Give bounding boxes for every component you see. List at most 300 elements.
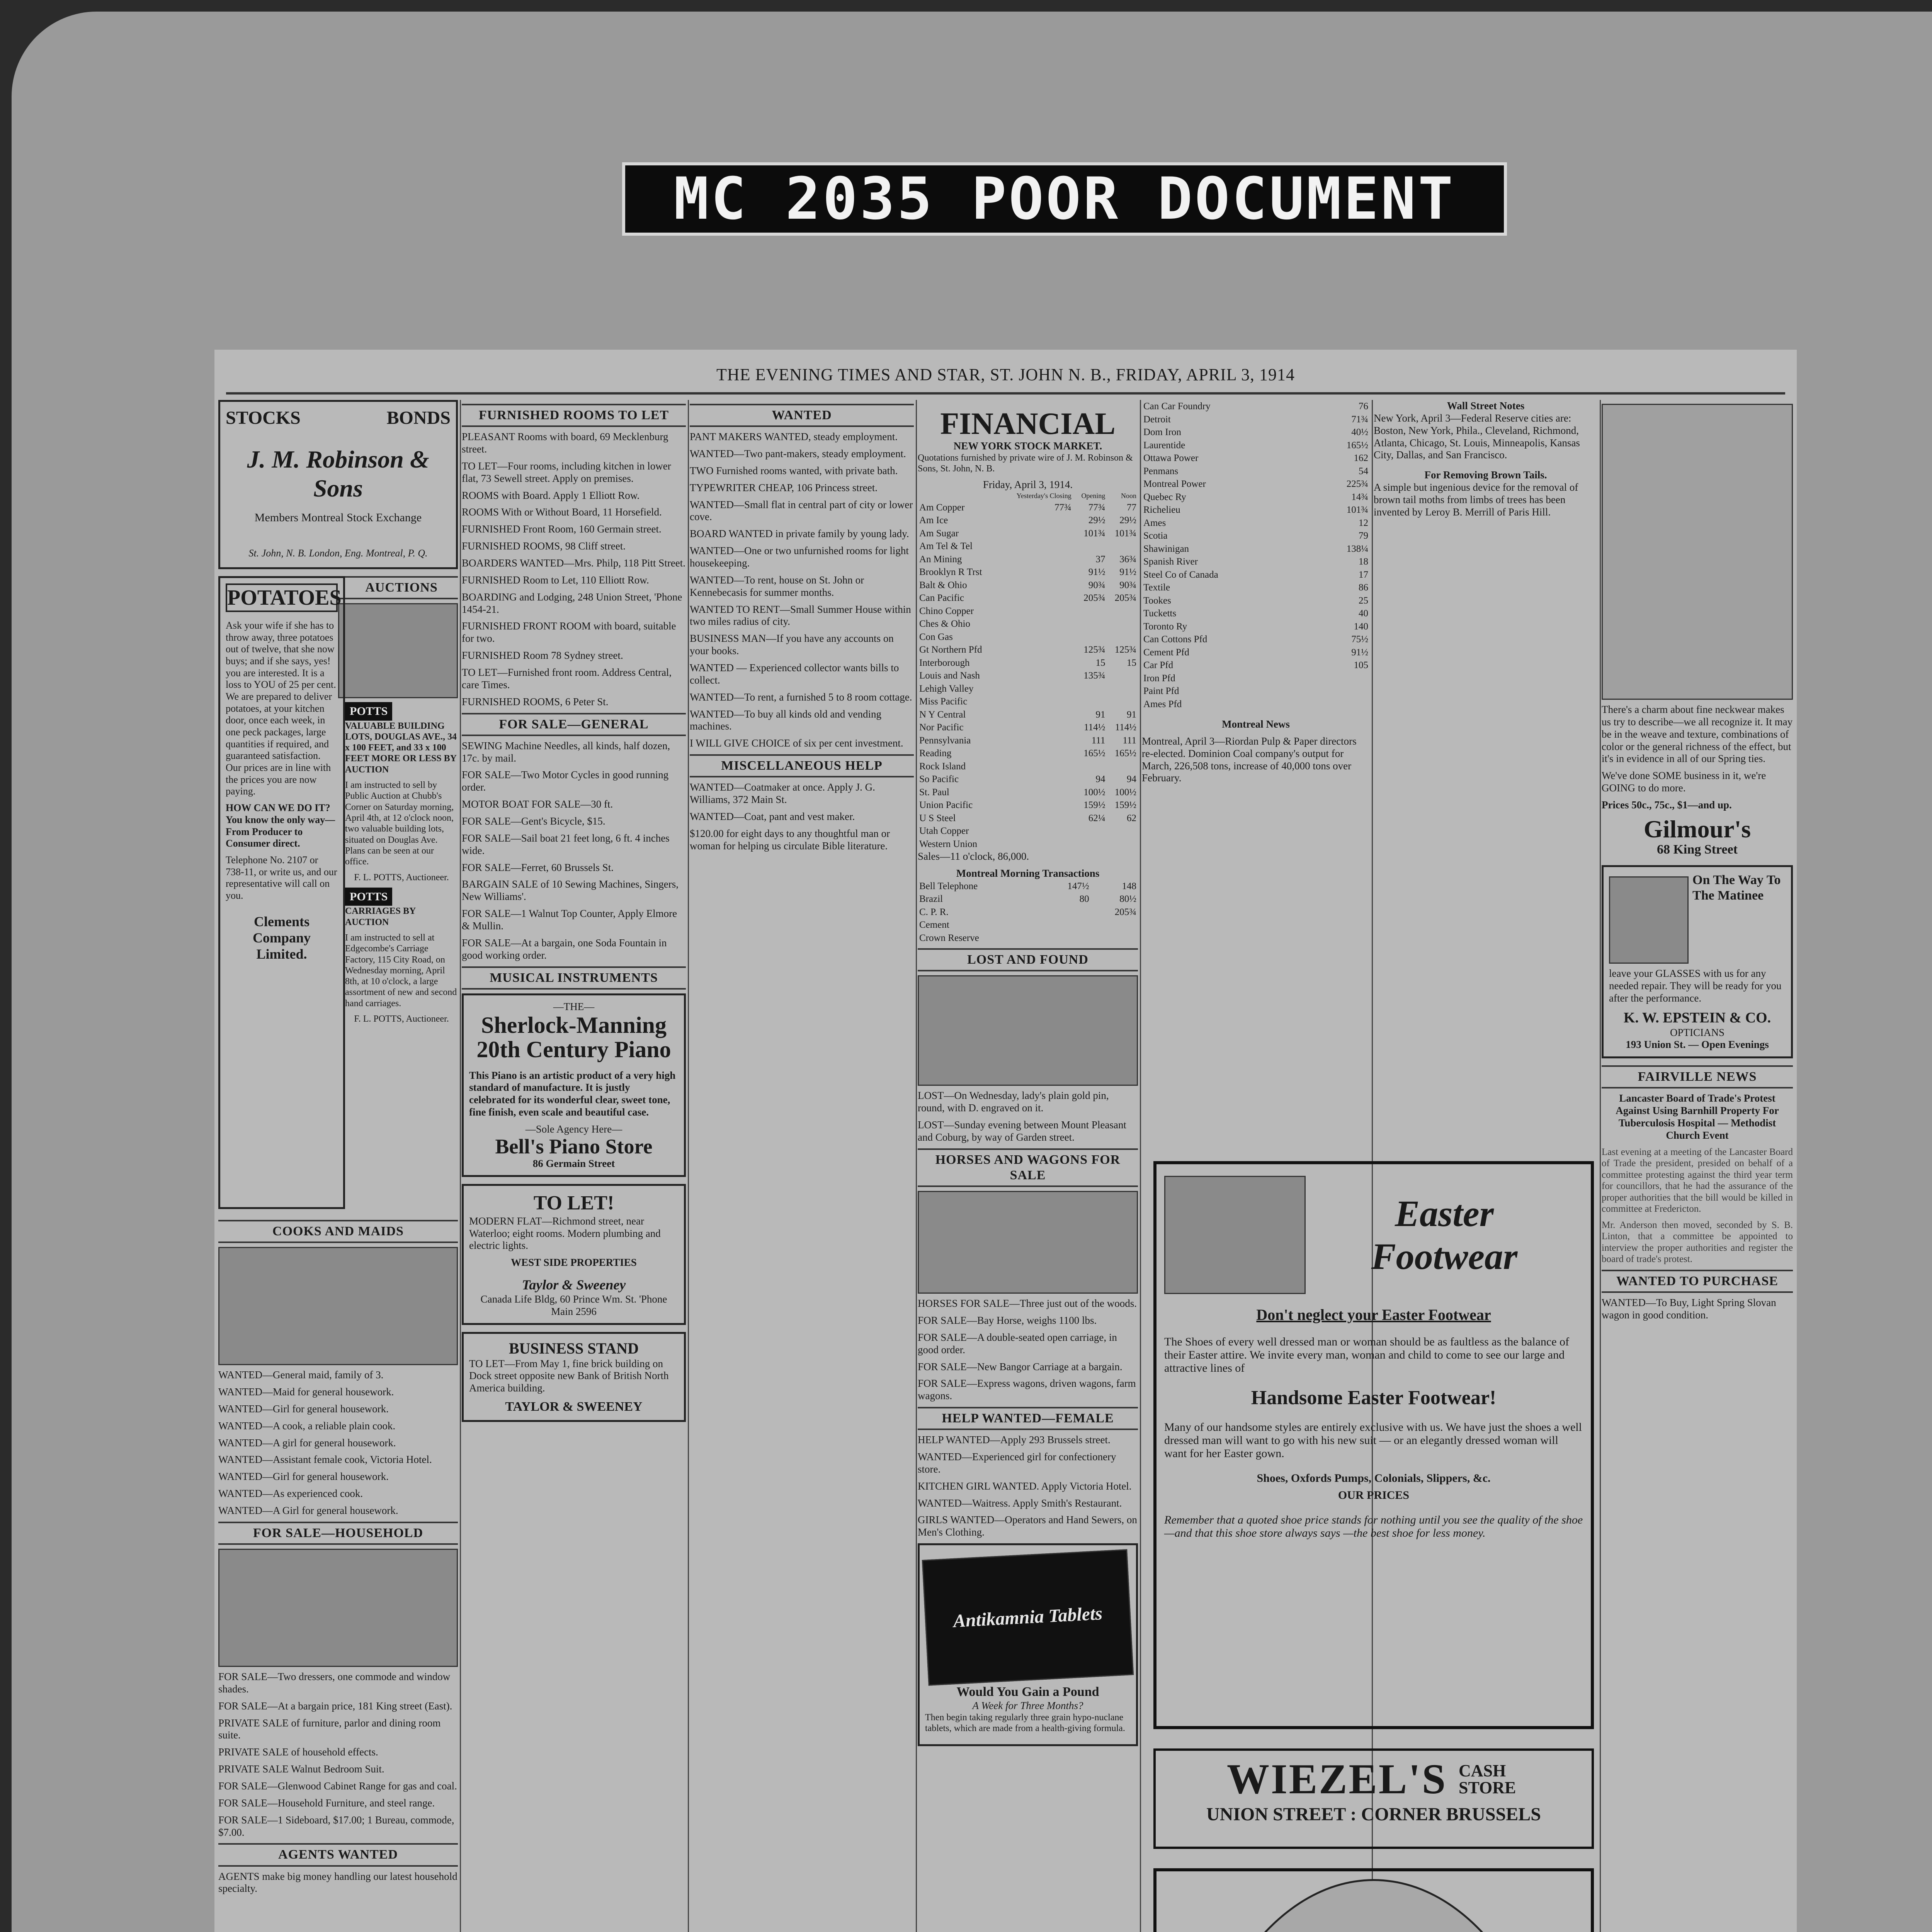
stock-value (1043, 906, 1090, 919)
stock-value: 125¾ (1083, 645, 1105, 655)
stock-value: 140 (1354, 621, 1368, 632)
stock-value: 205¾ (1114, 593, 1136, 604)
stock-row (918, 786, 1138, 799)
classified-ad: FOR SALE—At a bargain, one Soda Fountain in good working order. (462, 937, 667, 961)
antikamnia-question: Would You Gain a Pound (956, 1685, 1099, 1699)
purchase-heading: WANTED TO PURCHASE (1602, 1270, 1793, 1293)
classified-ad: WANTED—To rent, a furnished 5 to 8 room cottage. (690, 691, 912, 703)
stock-value (1305, 659, 1311, 672)
potatoes-body: Ask your wife if she has to throw away, three potatoes out of twelve, that she now buys; and if she says, yes! you are interested. It is a loss to YOU of 25 per cent. We are prepared to deliver potatoes, at your kitchen door, once each week, in one peck packages, large quantities if required, and guaranteed satisfaction. Our prices are in line with the prices you are now paying. (226, 620, 336, 797)
stock-row (918, 838, 1138, 851)
stock-value: 62¼ (1088, 813, 1105, 823)
stock-value (1305, 607, 1311, 620)
stock-row (918, 773, 1138, 786)
stock-value (1318, 698, 1370, 711)
stock-name: Cement (919, 920, 949, 930)
stock-row (1142, 413, 1370, 426)
household-illustration (218, 1549, 458, 1667)
stock-name: Ches & Ohio (919, 619, 970, 629)
stock-value (1311, 426, 1318, 439)
gilmour-name: Gilmour's (1643, 815, 1751, 843)
col-opening: Opening (1081, 492, 1105, 500)
stock-row (1142, 465, 1370, 478)
household-list (218, 1671, 458, 1838)
stock-name: Utah Copper (919, 826, 969, 837)
stock-value (1311, 400, 1318, 413)
stock-value (1091, 918, 1138, 932)
stock-name: Ames (1143, 517, 1166, 528)
classified-ad: WANTED—Waitress. Apply Smith's Restaurant. (918, 1497, 1122, 1509)
easter-footwear-ad (1153, 1161, 1594, 1729)
wiezel-cash: CASH STORE (1459, 1761, 1516, 1797)
bonds-label: BONDS (386, 408, 451, 428)
robinson-ad (218, 400, 458, 569)
classified-ad: FOR SALE—Express wagons, driven wagons, farm wagons. (918, 1378, 1136, 1402)
cooks-illustration (218, 1247, 458, 1365)
stock-value (1000, 721, 1073, 734)
stock-value: 36¾ (1119, 554, 1136, 565)
stock-name: Can Car Foundry (1143, 401, 1211, 412)
gilmour-addr: 68 King Street (1656, 842, 1738, 857)
stock-row (1142, 568, 1370, 582)
misc-list (690, 781, 914, 852)
tolet-firm: Taylor & Sweeney (522, 1277, 626, 1293)
stock-value (1311, 529, 1318, 543)
auction2-by: F. L. POTTS, Auctioneer. (354, 1014, 449, 1024)
stock-value (1073, 605, 1107, 618)
classified-ad: PLEASANT Rooms with board, 69 Mecklenburg street. (462, 431, 668, 455)
stock-name: Am Ice (919, 515, 948, 526)
stock-value (1037, 918, 1043, 932)
stock-value: 71¾ (1351, 414, 1368, 425)
stock-name: N Y Central (919, 709, 966, 720)
fairville-lead: Lancaster Board of Trade's Protest Against Using Barnhill Property For Tuberculosis Hospital — Methodist Church Event (1616, 1092, 1779, 1141)
female-heading: HELP WANTED—FEMALE (918, 1407, 1138, 1430)
classified-ad: WANTED—Two pant-makers, steady employment. (690, 447, 906, 459)
stock-name: Iron Pfd (1143, 673, 1175, 684)
stock-name: Am Sugar (919, 528, 959, 539)
stock-name: Paint Pfd (1143, 686, 1179, 696)
classified-ad: FOR SALE—At a bargain price, 181 King street (East). (218, 1700, 452, 1712)
stock-value (1311, 465, 1318, 478)
classified-ad: I WILL GIVE CHOICE of six per cent investment. (690, 737, 903, 749)
column-7 (1602, 400, 1793, 1932)
stock-value (1000, 617, 1073, 631)
classified-ad: PRIVATE SALE of household effects. (218, 1746, 378, 1758)
gilmour-prices: Prices 50c., 75c., $1—and up. (1602, 799, 1732, 811)
stock-value (1073, 825, 1107, 838)
stock-name: Shawinigan (1143, 543, 1189, 554)
stock-value (1000, 825, 1073, 838)
stock-value (1305, 543, 1311, 556)
stock-row (918, 893, 1138, 906)
stock-value (1305, 581, 1311, 594)
stock-value (1107, 695, 1138, 708)
stock-row (918, 695, 1138, 708)
stock-value (1000, 669, 1073, 682)
stock-value: 148 (1122, 881, 1136, 891)
classified-ad: WANTED TO RENT—Small Summer House within two miles radius of city. (690, 603, 911, 628)
stock-name: So Pacific (919, 774, 959, 785)
classified-ad: WANTED—Maid for general housework. (218, 1386, 394, 1398)
horses-illustration (918, 1191, 1138, 1294)
stock-value (1318, 685, 1370, 698)
classified-ad: FURNISHED Front Room, 160 Germain street. (462, 523, 662, 535)
stock-value (1000, 553, 1073, 566)
stock-value: 205¾ (1083, 593, 1105, 604)
classified-ad: KITCHEN GIRL WANTED. Apply Victoria Hotel. (918, 1480, 1132, 1492)
col-closing: Yesterday's Closing (1016, 492, 1071, 500)
classified-ad: WANTED—A girl for general housework. (218, 1437, 396, 1449)
easter-tag: Don't neglect your Easter Footwear (1256, 1306, 1491, 1323)
stock-row (1142, 659, 1370, 672)
easter-body-2: Many of our handsome styles are entirely exclusive with us. We have just the shoes a well dressed man will want to go with his new suit — or an elegantly dressed woman will want for her Easter gown. (1164, 1421, 1582, 1460)
classified-ad: FOR SALE—Ferret, 60 Brussels St. (462, 861, 614, 873)
stock-value (1311, 555, 1318, 568)
stock-value (1311, 581, 1318, 594)
classified-ad: FOR SALE—Gent's Bicycle, $15. (462, 815, 605, 827)
potatoes-company: Clements Company Limited. (252, 913, 311, 962)
classified-ad: FOR SALE—1 Sideboard, $17.00; 1 Bureau, commode, $7.00. (218, 1814, 454, 1838)
stock-name: Richelieu (1143, 505, 1180, 515)
stock-value (1311, 503, 1318, 517)
stock-name: Tookes (1143, 595, 1171, 606)
potatoes-question: HOW CAN WE DO IT? You know the only way— From Producer to Consumer direct. (226, 802, 335, 849)
stock-value: 76 (1359, 401, 1368, 412)
epstein-name: K. W. EPSTEIN & CO. (1623, 1009, 1771, 1026)
stock-value (1000, 514, 1073, 527)
classified-ad: WANTED—Assistant female cook, Victoria Hotel. (218, 1454, 432, 1466)
financial-sub: NEW YORK STOCK MARKET. (953, 440, 1102, 452)
stock-name: Spanish River (1143, 556, 1198, 567)
stock-value: 165½ (1114, 748, 1136, 759)
stock-row (1142, 517, 1370, 530)
furnished-heading: FURNISHED ROOMS TO LET (462, 404, 686, 427)
montreal-stock-table (1142, 400, 1370, 711)
stock-value: 159½ (1114, 800, 1136, 811)
stock-row (918, 540, 1138, 553)
classified-ad: HORSES FOR SALE—Three just out of the woods. (918, 1298, 1137, 1310)
stock-value (1311, 594, 1318, 607)
brown-tails-body: A simple but ingenious device for the removal of brown tail moths from limbs of trees has been invented by Leroy B. Merrill of Paris Hill. (1374, 481, 1578, 518)
horse-list (918, 1298, 1138, 1402)
stock-row (1142, 646, 1370, 659)
stock-value (1107, 760, 1138, 773)
stock-row (1142, 633, 1370, 646)
stock-value (1000, 579, 1073, 592)
wall-street-text: New York, April 3—Federal Reserve cities are: Boston, New York, Phila., Cleveland, Richmond, Atlanta, Chicago, St. Louis, Minneapolis, Kansas City, Dallas, and San Francisco. (1374, 412, 1580, 461)
stock-name: Balt & Ohio (919, 580, 967, 590)
easter-body: The Shoes of every well dressed man or woman should be as faultless as the balance of their Easter attire. We invite every man, woman and child to come to see our large and attractive lines of (1164, 1335, 1570, 1374)
epstein-addr: 193 Union St. — Open Evenings (1626, 1039, 1769, 1051)
stock-name: Union Pacific (919, 800, 973, 811)
gentleman-illustration (1602, 404, 1793, 700)
stock-row (918, 734, 1138, 747)
potts-logo: POTTS (345, 702, 392, 720)
stock-name: Cement Pfd (1143, 647, 1189, 658)
stock-row (918, 825, 1138, 838)
stock-value (1305, 698, 1311, 711)
stock-value (1311, 659, 1318, 672)
easter-handsome: Handsome Easter Footwear! (1251, 1387, 1497, 1409)
lost-illustration (918, 975, 1138, 1086)
stock-value (1311, 543, 1318, 556)
stock-value (1000, 838, 1073, 851)
piano-body: This Piano is an artistic product of a very high standard of manufacture. It is justly celebrated for its wonderful clear, sweet tone, fine finish, even scale and beautiful case. (469, 1069, 676, 1118)
stock-row (1142, 503, 1370, 517)
stock-value (1305, 478, 1311, 491)
tolet-ad (462, 1184, 686, 1325)
stock-value (1107, 682, 1138, 696)
stock-value (1311, 633, 1318, 646)
classified-ad: WANTED—One or two unfurnished rooms for light housekeeping. (690, 545, 909, 569)
stock-value (1311, 478, 1318, 491)
classified-ad: BOARD WANTED in private family by young lady. (690, 528, 909, 540)
stock-value: 37 (1095, 554, 1105, 565)
sale-list (462, 740, 686, 962)
stock-name: Toronto Ry (1143, 621, 1187, 632)
stock-name: Rock Island (919, 761, 966, 772)
stock-value (1311, 685, 1318, 698)
stock-name: Am Tel & Tel (919, 541, 973, 552)
stock-name: Can Pacific (919, 593, 964, 604)
easter-title-2: Footwear (1371, 1236, 1518, 1277)
stock-name: Ottawa Power (1143, 453, 1199, 463)
stock-value: 91½ (1088, 567, 1105, 578)
stock-value: 101¾ (1083, 528, 1105, 539)
masthead: THE EVENING TIMES AND STAR, ST. JOHN N. B., FRIDAY, APRIL 3, 1914 (226, 357, 1785, 395)
stock-value: 165½ (1346, 440, 1368, 451)
stock-row (918, 906, 1138, 919)
piano-ad (462, 993, 686, 1177)
stock-name: Pennsylvania (919, 735, 971, 746)
classified-ad: PRIVATE SALE of furniture, parlor and dining room suite. (218, 1717, 441, 1741)
column-6 (1374, 400, 1598, 1092)
stock-name: Car Pfd (1143, 660, 1173, 670)
classified-ad: GIRLS WANTED—Operators and Hand Sewers, on Men's Clothing. (918, 1514, 1137, 1538)
stock-value (1037, 932, 1043, 945)
classified-ad: BUSINESS MAN—If you have any accounts on your books. (690, 633, 894, 657)
stock-row (1142, 581, 1370, 594)
gilmour-body-2: We've done SOME business in it, we're GOING to do more. (1602, 770, 1766, 794)
stock-value (1000, 540, 1073, 553)
stock-value (1311, 646, 1318, 659)
stock-value (1311, 620, 1318, 633)
brown-tails-head: For Removing Brown Tails. (1424, 469, 1547, 481)
stock-row (918, 747, 1138, 760)
wolthausen-ad (1153, 1868, 1594, 1932)
stock-row (1142, 452, 1370, 465)
stock-value (1000, 799, 1073, 812)
stock-value: 162 (1354, 453, 1368, 463)
stock-value: 15 (1127, 657, 1136, 668)
stock-row (918, 579, 1138, 592)
stock-value: 91 (1095, 709, 1105, 720)
stock-row (918, 605, 1138, 618)
stock-value (1073, 617, 1107, 631)
female-list (918, 1434, 1138, 1539)
classified-ad: TO LET—Furnished front room. Address Central, care Times. (462, 667, 672, 690)
stock-value: 147½ (1067, 881, 1089, 891)
stock-value (1091, 932, 1138, 945)
stock-name: Laurentide (1143, 440, 1185, 451)
stock-name: An Mining (919, 554, 962, 565)
fairville-body: Last evening at a meeting of the Lancaster Board of Trade the president, presided on behalf of a committee protesting against the third year term for councillors, that he had the assurance of the proper authorities that the bill would be killed in committee at Fredericton. (1602, 1146, 1793, 1214)
stock-row (918, 760, 1138, 773)
stock-value: 135¾ (1083, 670, 1105, 681)
classified-ad: HELP WANTED—Apply 293 Brussels street. (918, 1434, 1111, 1446)
stock-value (1305, 594, 1311, 607)
classified-ad: WANTED — Experienced collector wants bills to collect. (690, 662, 899, 686)
robinson-firm: J. M. Robinson & Sons (247, 445, 429, 502)
stock-name: Brazil (919, 894, 943, 905)
stock-value (1000, 734, 1073, 747)
stock-value (1305, 517, 1311, 530)
financial-heading: FINANCIAL (940, 407, 1116, 441)
stock-value (1037, 880, 1043, 893)
stock-name: Chino Copper (919, 605, 974, 616)
stock-value (1107, 631, 1138, 644)
stock-row (918, 656, 1138, 670)
stock-name: Nor Pacific (919, 722, 964, 733)
classified-ad: FOR SALE—A double-seated open carriage, in good order. (918, 1331, 1117, 1355)
auctions-heading: AUCTIONS (338, 576, 458, 599)
classified-ad: FOR SALE—Two Motor Cycles in good running order. (462, 769, 669, 793)
easter-prices: Remember that a quoted shoe price stands for nothing until you see the quality of the shoe—and that this shoe store always says —the best shoe for less money. (1164, 1514, 1583, 1539)
epstein-head: On The Way To The Matinee (1692, 873, 1781, 903)
classified-ad: SEWING Machine Needles, all kinds, half dozen, 17c. by mail. (462, 740, 670, 764)
classified-ad: WANTED—A Girl for general housework. (218, 1504, 398, 1516)
stock-value (1107, 540, 1138, 553)
stock-value (1311, 517, 1318, 530)
auction1-by: F. L. POTTS, Auctioneer. (354, 872, 449, 883)
classified-ad: PANT MAKERS WANTED, steady employment. (690, 431, 898, 443)
stock-name: Bell Telephone (919, 881, 978, 891)
stock-value: 114½ (1115, 722, 1136, 733)
stock-value (1000, 695, 1073, 708)
stock-name: Scotia (1143, 531, 1168, 541)
stock-value (1311, 491, 1318, 504)
stock-name: Tucketts (1143, 608, 1177, 619)
stock-value (1073, 838, 1107, 851)
stock-value: 138¼ (1346, 543, 1368, 554)
stock-name: Brooklyn R Trst (919, 567, 982, 578)
stock-value (1107, 669, 1138, 682)
potts-logo-2: POTTS (345, 888, 392, 906)
stock-value (1107, 605, 1138, 618)
stock-row (1142, 400, 1370, 413)
classified-ad: FOR SALE—1 Walnut Top Counter, Apply Elmore & Mullin. (462, 908, 677, 932)
stock-value: 40 (1359, 608, 1368, 619)
stock-row (918, 799, 1138, 812)
classified-ad: WANTED—To rent, house on St. John or Kennebecasis for summer months. (690, 574, 864, 598)
classified-ad: FOR SALE—New Bangor Carriage at a bargain. (918, 1361, 1122, 1372)
stock-name: Ames Pfd (1143, 699, 1182, 709)
classified-ad: ROOMS With or Without Board, 11 Horsefield. (462, 506, 662, 518)
financial-sales: Sales—11 o'clock, 86,000. (918, 850, 1029, 862)
robinson-cities: St. John, N. B. London, Eng. Montreal, P. Q. (248, 548, 428, 559)
stock-name: Interborough (919, 657, 970, 668)
gilmour-body: There's a charm about fine neckwear makes us try to describe—we all recognize it. It may be in the weave and texture, combinations of color or the general richness of the effect, but it's in evidence in all of our Spring ties. (1602, 704, 1793, 765)
agents-heading: AGENTS WANTED (218, 1843, 458, 1866)
stock-row (918, 631, 1138, 644)
stock-value: 105 (1354, 660, 1368, 670)
stock-name: Detroit (1143, 414, 1171, 425)
classified-ad: MOTOR BOAT FOR SALE—30 ft. (462, 798, 613, 810)
classified-ad: WANTED—Girl for general housework. (218, 1403, 389, 1415)
stock-value: 25 (1359, 595, 1368, 606)
stock-value: 125¾ (1114, 645, 1136, 655)
stock-value (1000, 812, 1073, 825)
classified-ad: $120.00 for eight days to any thoughtful man or woman for helping us circulate Bible literature. (690, 827, 890, 852)
stock-value: 12 (1359, 517, 1368, 528)
musical-heading: MUSICAL INSTRUMENTS (462, 966, 686, 990)
classified-ad: FURNISHED Room 78 Sydney street. (462, 650, 623, 662)
stock-name: Quebec Ry (1143, 492, 1186, 502)
stock-row (1142, 555, 1370, 568)
stock-name: Reading (919, 748, 952, 759)
stock-value: 80½ (1119, 894, 1136, 905)
stock-row (918, 501, 1138, 514)
stock-name: Dom Iron (1143, 427, 1181, 437)
stock-value (1000, 773, 1073, 786)
stock-value (1000, 786, 1073, 799)
stock-value: 15 (1095, 657, 1105, 668)
stock-value (1311, 452, 1318, 465)
column-5: Can Car Foundry 76 Detroit 71¾ Dom Iron 40½ Laurentide 165½ Ottawa Power 162 Penmans 54 Montreal Power 225¾ Quebec Ry 14¾ Richelieu 101¾ Ames 12 Scotia 79 Shawinigan 138¼ Spanish River 18 Steel Co of Canada 17 Textile 86 Tookes 25 Tucketts 40 Toronto Ry 140 Can Cottons Pfd 75½ Cement Pfd 91½ Car Pfd 105 Iron Pfd Paint Pfd Ames Pfd Montreal News Montreal, April 3—Riordan Pulp & Paper directors re-elected. Dominion Coal company's output for March, 226,508 tons, increase of 40,000 tons over February. (1142, 400, 1370, 1092)
stock-name: Am Copper (919, 502, 965, 513)
stock-row (918, 721, 1138, 734)
classified-ad: BARGAIN SALE of 10 Sewing Machines, Singers, New Williams'. (462, 878, 679, 903)
auction-illustration (338, 603, 458, 698)
classified-ad: FOR SALE—Two dressers, one commode and window shades. (218, 1670, 451, 1695)
stock-value: 40½ (1351, 427, 1368, 437)
stock-row (918, 880, 1138, 893)
stock-row (918, 932, 1138, 945)
piano-agency: —Sole Agency Here— (525, 1123, 622, 1135)
stock-value: 90¾ (1088, 580, 1105, 590)
cooks-heading: COOKS AND MAIDS (218, 1220, 458, 1243)
antikamnia-question-2: A Week for Three Months? (972, 1700, 1083, 1712)
stock-value (1305, 555, 1311, 568)
stock-value (1318, 672, 1370, 685)
montreal-news: Montreal, April 3—Riordan Pulp & Paper directors re-elected. Dominion Coal company's output for March, 226,508 tons, increase of 40,000 tons over February. (1142, 735, 1357, 784)
stock-value: 77¾ (1054, 502, 1071, 513)
stock-row (918, 514, 1138, 527)
epstein-body: leave your GLASSES with us for any needed repair. They will be ready for you after the performance. (1609, 968, 1782, 1004)
stock-value (1305, 400, 1311, 413)
business-stand-firm: TAYLOR & SWEENEY (505, 1400, 643, 1414)
stock-name: Crown Reserve (919, 932, 979, 943)
stock-name: Miss Pacific (919, 696, 968, 707)
stock-row (1142, 698, 1370, 711)
potatoes-tel: Telephone No. 2107 or 738-11, or write us, and our representative will call on you. (226, 854, 337, 901)
classified-ad: WANTED—To buy all kinds old and vending machines. (690, 708, 882, 732)
stock-value (1305, 568, 1311, 582)
stock-value (1311, 672, 1318, 685)
stock-value: 205¾ (1114, 906, 1136, 917)
financial-note: Quotations furnished by private wire of J. M. Robinson & Sons, St. John, N. B. (918, 452, 1133, 474)
stock-value: 80 (1079, 894, 1089, 905)
antikamnia-body: Then begin taking regularly three grain hypo-nuclane tablets, which are made from a health-giving formula. (925, 1713, 1125, 1734)
stock-value (1073, 631, 1107, 644)
stock-row (918, 592, 1138, 605)
stock-name: Montreal Power (1143, 479, 1206, 489)
stock-name: Louis and Nash (919, 670, 980, 681)
classified-ad: FOR SALE—Sail boat 21 feet long, 6 ft. 4 inches wide. (462, 832, 670, 856)
man-portrait-illustration (1179, 1879, 1569, 1932)
column-3 (690, 400, 914, 1932)
